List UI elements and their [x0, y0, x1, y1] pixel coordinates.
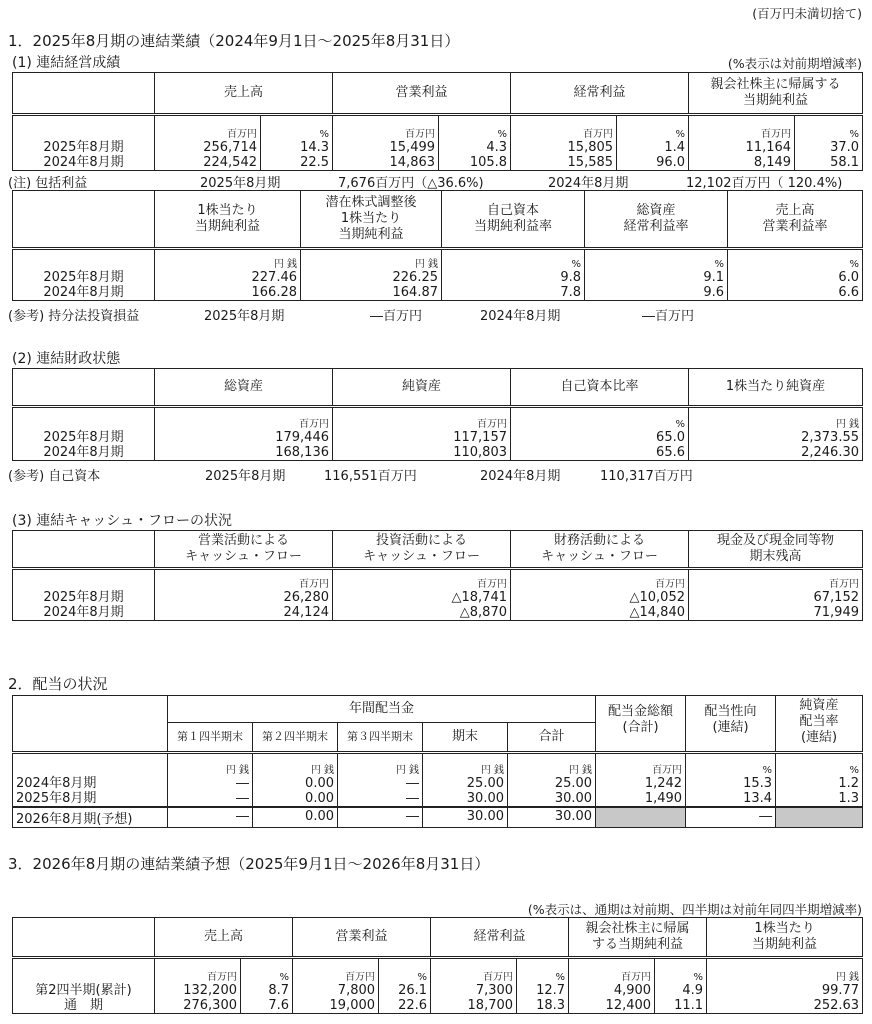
header-net-income	[689, 73, 863, 115]
dividend-table	[12, 695, 863, 828]
op-income-pct-cell: % 26.1 22.6	[379, 958, 431, 1014]
forecast-q1: ―	[168, 807, 253, 828]
doe-cell: % 1.2 1.3	[776, 753, 863, 807]
header-op-margin: 売上高 営業利益率	[728, 191, 863, 249]
header-sales: 売上高	[155, 73, 333, 115]
equity-ratio-cell: % 65.0 65.6	[511, 407, 689, 461]
header-net-assets: 純資産	[333, 369, 511, 407]
row-labels: 第2四半期(累計) 通 期	[13, 958, 155, 1014]
ord-income-cell: 百万円 7,300 18,700	[431, 958, 517, 1014]
header-roe: 自己資本 当期純利益率	[442, 191, 585, 249]
diluted-eps-cell: 円 銭 226.25 164.87	[301, 249, 442, 301]
ord-income-pct-cell: % 1.4 96.0	[617, 115, 689, 171]
net-income-cell: 百万円 4,900 12,400	[569, 958, 655, 1014]
header-blank	[13, 696, 168, 753]
section1-sub3-title: (3) 連結キャッシュ・フローの状況	[12, 513, 233, 529]
section2-title: 2．配当の状況	[8, 675, 108, 693]
forecast-label: 2026年8月期(予想)	[13, 807, 168, 828]
cash-flow-table	[12, 530, 863, 621]
header-net-income-line1: 親会社株主に帰属する	[710, 77, 841, 92]
equity-value1: 116,551百万円	[324, 469, 417, 484]
row-label: 2024年8月期	[43, 155, 124, 170]
sales-cell: 百万円 256,714 224,542	[155, 115, 261, 171]
header-year-end: 期末	[423, 723, 508, 753]
net-assets-cell: 百万円 117,157 110,803	[333, 407, 511, 461]
comprehensive-income-value1: 7,676百万円（△36.6%)	[338, 176, 484, 191]
cash-balance-cell: 百万円 67,152 71,949	[689, 569, 863, 621]
header-payout-ratio: 配当性向 (連結)	[686, 696, 776, 753]
header-cash-balance: 現金及び現金同等物 期末残高	[689, 531, 863, 569]
q3-cell: 円 銭 ― ―	[338, 753, 423, 807]
header-doe: 純資産 配当率 (連結)	[776, 696, 863, 753]
equity-label: (参考) 自己資本	[8, 469, 101, 484]
row-labels: 2024年8月期 2025年8月期	[13, 753, 168, 807]
forecast-q2: 0.00	[253, 807, 338, 828]
header-total-assets: 総資産	[155, 369, 333, 407]
comprehensive-income-period2: 2024年8月期	[548, 176, 629, 191]
header-ordinary-income: 経常利益	[431, 918, 569, 958]
sales-pct-cell: % 14.3 22.5	[261, 115, 333, 171]
net-income-pct-cell: % 37.0 58.1	[795, 115, 863, 171]
forecast-table	[12, 917, 863, 1014]
header-q3: 第３四半期末	[338, 723, 423, 753]
section1-sub2-title: (2) 連結財政状態	[12, 351, 121, 367]
net-income-cell: 百万円 11,164 8,149	[689, 115, 795, 171]
header-operating-cf: 営業活動による キャッシュ・フロー	[155, 531, 333, 569]
header-ordinary-income: 経常利益	[511, 73, 689, 115]
operating-cf-cell: 百万円 26,280 24,124	[155, 569, 333, 621]
equity-method-period2: 2024年8月期	[480, 309, 561, 324]
op-income-cell: 百万円 7,800 19,000	[293, 958, 379, 1014]
equity-value2: 110,317百万円	[600, 469, 693, 484]
equity-method-label: (参考) 持分法投資損益	[8, 309, 140, 324]
payout-ratio-cell: % 15.3 13.4	[686, 753, 776, 807]
forecast-payout-ratio: ―	[686, 807, 776, 828]
section1-sub1-note: (%表示は対前期増減率)	[727, 56, 862, 71]
header-q1: 第１四半期末	[168, 723, 253, 753]
comprehensive-income-period1: 2025年8月期	[200, 176, 281, 191]
financial-position-table	[12, 368, 863, 461]
section1-title: 1．2025年8月期の連結業績（2024年9月1日～2025年8月31日）	[8, 32, 460, 50]
unit-note: (百万円未満切捨て)	[752, 6, 862, 21]
header-blank	[13, 191, 155, 249]
forecast-year-end: 30.00	[423, 807, 508, 828]
header-blank	[13, 531, 155, 569]
section1-sub1-title: (1) 連結経営成績	[12, 55, 121, 71]
header-total: 合計	[508, 723, 596, 753]
op-income-cell: 百万円 15,499 14,863	[333, 115, 439, 171]
financing-cf-cell: 百万円 △10,052 △14,840	[511, 569, 689, 621]
header-roa: 総資産 経常利益率	[585, 191, 728, 249]
header-eps: 1株当たり 当期純利益	[707, 918, 863, 958]
equity-method-value1: ―百万円	[370, 309, 423, 324]
forecast-total-dividend	[596, 807, 686, 828]
row-label: 2025年8月期	[43, 140, 124, 155]
section3-title: 3．2026年8月期の連結業績予想（2025年9月1日～2026年8月31日）	[8, 855, 490, 873]
header-annual-dividend: 年間配当金	[168, 696, 596, 723]
header-net-income: 親会社株主に帰属 する当期純利益	[569, 918, 707, 958]
equity-period2: 2024年8月期	[480, 469, 561, 484]
header-investing-cf: 投資活動による キャッシュ・フロー	[333, 531, 511, 569]
header-operating-income: 営業利益	[333, 73, 511, 115]
row-labels: 2025年8月期 2024年8月期	[13, 569, 155, 621]
comprehensive-income-label: (注) 包括利益	[8, 176, 88, 191]
eps-cell: 円 銭 99.77 252.63	[707, 958, 863, 1014]
investing-cf-cell: 百万円 △18,741 △8,870	[333, 569, 511, 621]
equity-period1: 2025年8月期	[205, 469, 286, 484]
header-total-dividend: 配当金総額 (合計)	[596, 696, 686, 753]
roa-cell: % 9.1 9.6	[585, 249, 728, 301]
forecast-doe	[776, 807, 863, 828]
operating-results-table	[12, 72, 863, 171]
header-bps: 1株当たり純資産	[689, 369, 863, 407]
row-labels	[13, 115, 155, 171]
row-labels: 2025年8月期 2024年8月期	[13, 249, 155, 301]
sales-pct-cell: % 8.7 7.6	[241, 958, 293, 1014]
op-margin-cell: % 6.0 6.6	[728, 249, 863, 301]
year-end-cell: 円 銭 25.00 30.00	[423, 753, 508, 807]
header-blank	[13, 918, 155, 958]
op-income-pct-cell: % 4.3 105.8	[439, 115, 511, 171]
total-dividend-cell: 百万円 1,242 1,490	[596, 753, 686, 807]
ord-income-pct-cell: % 12.7 18.3	[517, 958, 569, 1014]
header-blank	[13, 73, 155, 115]
bps-cell: 円 銭 2,373.55 2,246.30	[689, 407, 863, 461]
equity-method-period1: 2025年8月期	[204, 309, 285, 324]
forecast-q3: ―	[338, 807, 423, 828]
forecast-total: 30.00	[508, 807, 596, 828]
header-financing-cf: 財務活動による キャッシュ・フロー	[511, 531, 689, 569]
q2-cell: 円 銭 0.00 0.00	[253, 753, 338, 807]
header-eps: 1株当たり 当期純利益	[155, 191, 301, 249]
header-sales: 売上高	[155, 918, 293, 958]
roe-cell: % 9.8 7.8	[442, 249, 585, 301]
net-income-pct-cell: % 4.9 11.1	[655, 958, 707, 1014]
header-net-income-line2: 当期純利益	[743, 93, 809, 108]
forecast-row	[13, 807, 863, 828]
section3-note: (%表示は、通期は対前期、四半期は対前年同四半期増減率)	[527, 902, 862, 917]
header-diluted-eps: 潜在株式調整後 1株当たり 当期純利益	[301, 191, 442, 249]
header-q2: 第２四半期末	[253, 723, 338, 753]
equity-method-value2: ―百万円	[642, 309, 695, 324]
total-assets-cell: 百万円 179,446 168,136	[155, 407, 333, 461]
header-blank	[13, 369, 155, 407]
eps-cell: 円 銭 227.46 166.28	[155, 249, 301, 301]
header-operating-income: 営業利益	[293, 918, 431, 958]
q1-cell: 円 銭 ― ―	[168, 753, 253, 807]
ord-income-cell: 百万円 15,805 15,585	[511, 115, 617, 171]
per-share-table	[12, 190, 863, 301]
header-equity-ratio: 自己資本比率	[511, 369, 689, 407]
total-cell: 円 銭 25.00 30.00	[508, 753, 596, 807]
sales-cell: 百万円 132,200 276,300	[155, 958, 241, 1014]
row-labels: 2025年8月期 2024年8月期	[13, 407, 155, 461]
comprehensive-income-value2: 12,102百万円（ 120.4%)	[686, 176, 843, 191]
